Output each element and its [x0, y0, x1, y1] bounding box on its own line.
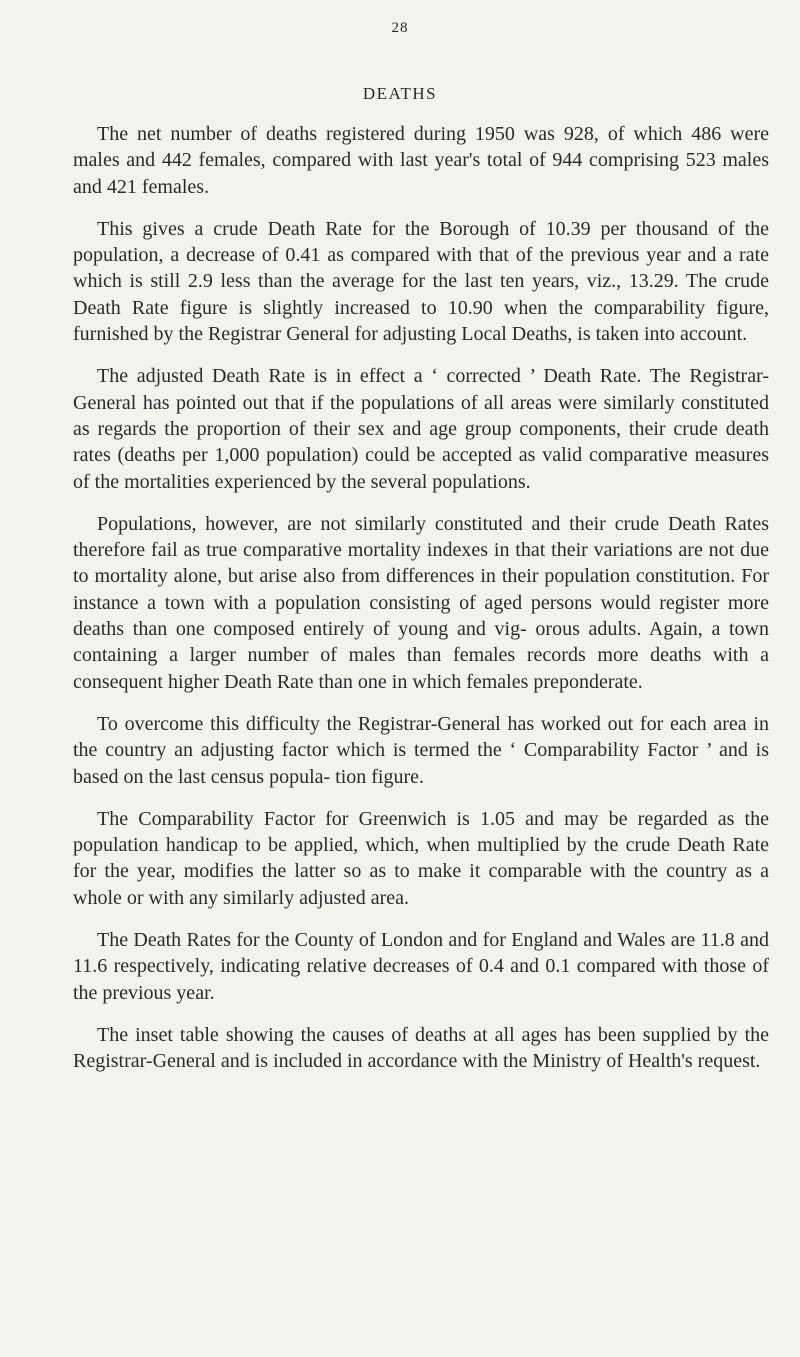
page-number: 28	[391, 20, 409, 36]
paragraph-4: Populations, however, are not similarly constituted and their crude Death Rates therefore fail as true comparative mortality indexes in that their variations are not due to mortality alone, but arise also from differences in their population constitution. For instance a town with a population consisting of aged persons would register more deaths than one composed entirely of young and vig- orous adults. Again, a town containing a larger number of males than females records more deaths with a consequent higher Death Rate than one in which females preponderate.	[73, 512, 769, 693]
paragraph-3: The adjusted Death Rate is in effect a ‘ corrected ’ Death Rate. The Registrar-General has pointed out that if the populations of all areas were similarly constituted as regards the proportion of their sex and age group components, their crude death rates (deaths per 1,000 population) could be accepted as valid comparative measures of the mortalities experienced by the several populations.	[73, 365, 769, 493]
body-text	[73, 121, 769, 1091]
paragraph-2: This gives a crude Death Rate for the Borough of 10.39 per thousand of the population, a decrease of 0.41 as compared with that of the previous year and a rate which is still 2.9 less than the average for the last ten years, viz., 13.29. The crude Death Rate figure is slightly increased to 10.90 when the comparability figure, furnished by the Registrar General for adjusting Local Deaths, is taken into account.	[73, 217, 769, 346]
paragraph-1: The net number of deaths registered during 1950 was 928, of which 486 were males and 442 females, compared with last year's total of 944 comprising 523 males and 421 females.	[73, 123, 769, 198]
paragraph-6: The Comparability Factor for Greenwich is 1.05 and may be regarded as the population handicap to be applied, which, when multiplied by the crude Death Rate for the year, modifies the latter so as to make it comparable with the country as a whole or with any similarly adjusted area.	[73, 807, 769, 909]
page-title: DEATHS	[362, 84, 438, 103]
paragraph-8: The inset table showing the causes of deaths at all ages has been supplied by the Registrar-General and is included in accordance with the Ministry of Health's request.	[73, 1023, 769, 1073]
paragraph-7: The Death Rates for the County of London and for England and Wales are 11.8 and 11.6 respectively, indicating relative decreases of 0.4 and 0.1 compared with those of the previous year.	[73, 929, 769, 1004]
paragraph-5: To overcome this difficulty the Registrar-General has worked out for each area in the country an adjusting factor which is termed the ‘ Comparability Factor ’ and is based on the last census popula- tion figure.	[73, 712, 769, 788]
